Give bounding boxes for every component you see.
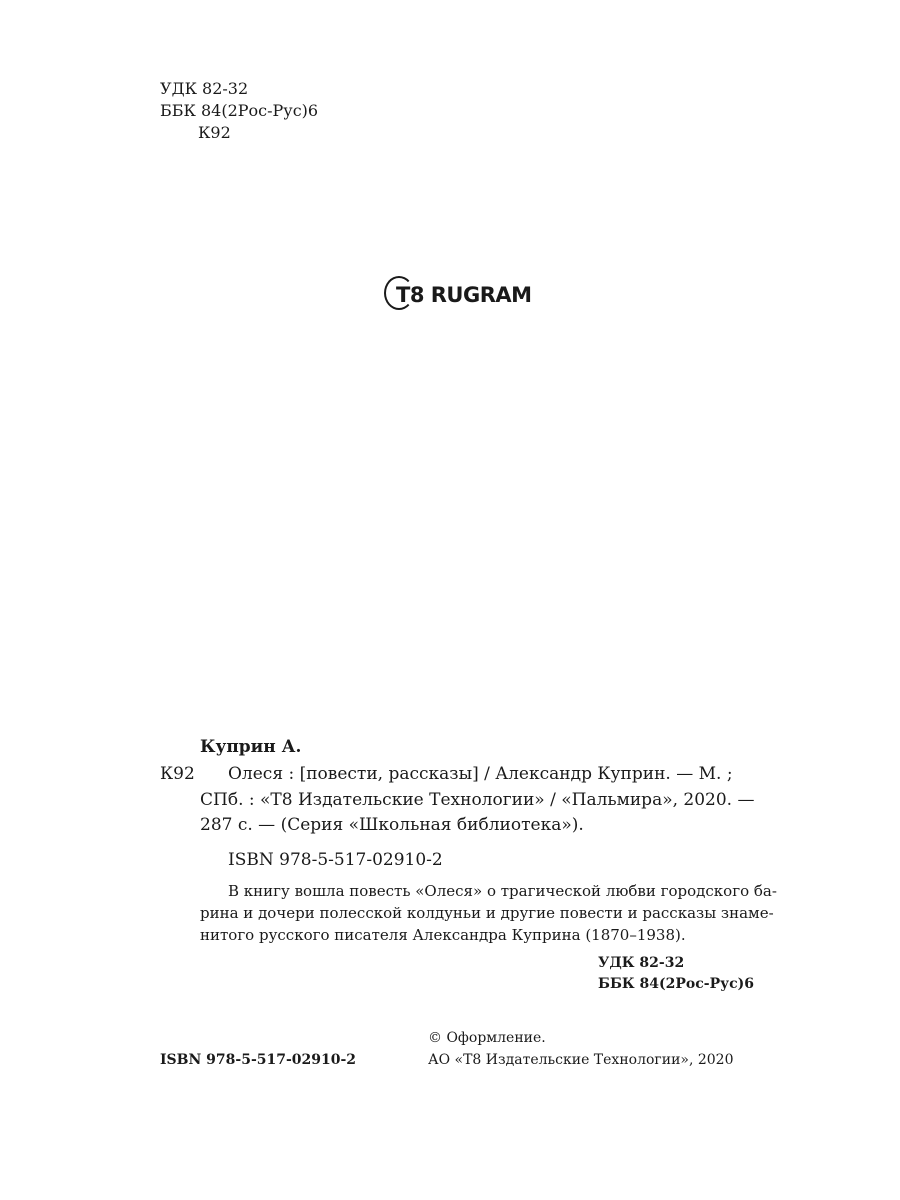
annotation-line-1: В книгу вошла повесть «Олеся» о трагической любви городского ба- bbox=[228, 882, 777, 900]
card-line-1-text bbox=[228, 762, 748, 786]
card-line-1 bbox=[228, 762, 748, 786]
publisher-logo bbox=[384, 276, 532, 312]
card-mark: К92 bbox=[160, 764, 195, 784]
footer-isbn: ISBN 978-5-517-02910-2 bbox=[160, 1052, 357, 1068]
card-line-1-content: Олеся : [повести, рассказы] / Александр Куприн. — М. ; bbox=[228, 764, 733, 784]
top-author-mark: К92 bbox=[198, 123, 231, 142]
top-udk: УДК 82-32 bbox=[160, 79, 249, 98]
logo-text: T8 RUGRAM bbox=[396, 283, 532, 307]
annotation-line-3: нитого русского писателя Александра Куприна (1870–1938). bbox=[200, 926, 686, 944]
card-bbk: ББК 84(2Рос-Рус)6 bbox=[598, 976, 754, 992]
card-isbn: ISBN 978-5-517-02910-2 bbox=[228, 850, 443, 870]
top-bbk: ББК 84(2Рос-Рус)6 bbox=[160, 101, 319, 120]
card-line-2: СПб. : «Т8 Издательские Технологии» / «Пальмира», 2020. — bbox=[200, 790, 755, 810]
card-author: Куприн А. bbox=[200, 737, 302, 757]
card-udk: УДК 82-32 bbox=[598, 955, 685, 971]
copyright-line-2: АО «Т8 Издательские Технологии», 2020 bbox=[428, 1052, 734, 1068]
card-line-3: 287 с. — (Серия «Школьная библиотека»). bbox=[200, 815, 584, 835]
annotation-line-2: рина и дочери полесской колдуньи и другие повести и рассказы знаме- bbox=[200, 904, 774, 922]
logo-arc-icon bbox=[384, 276, 416, 312]
copyright-line-1: © Оформление. bbox=[428, 1030, 546, 1046]
